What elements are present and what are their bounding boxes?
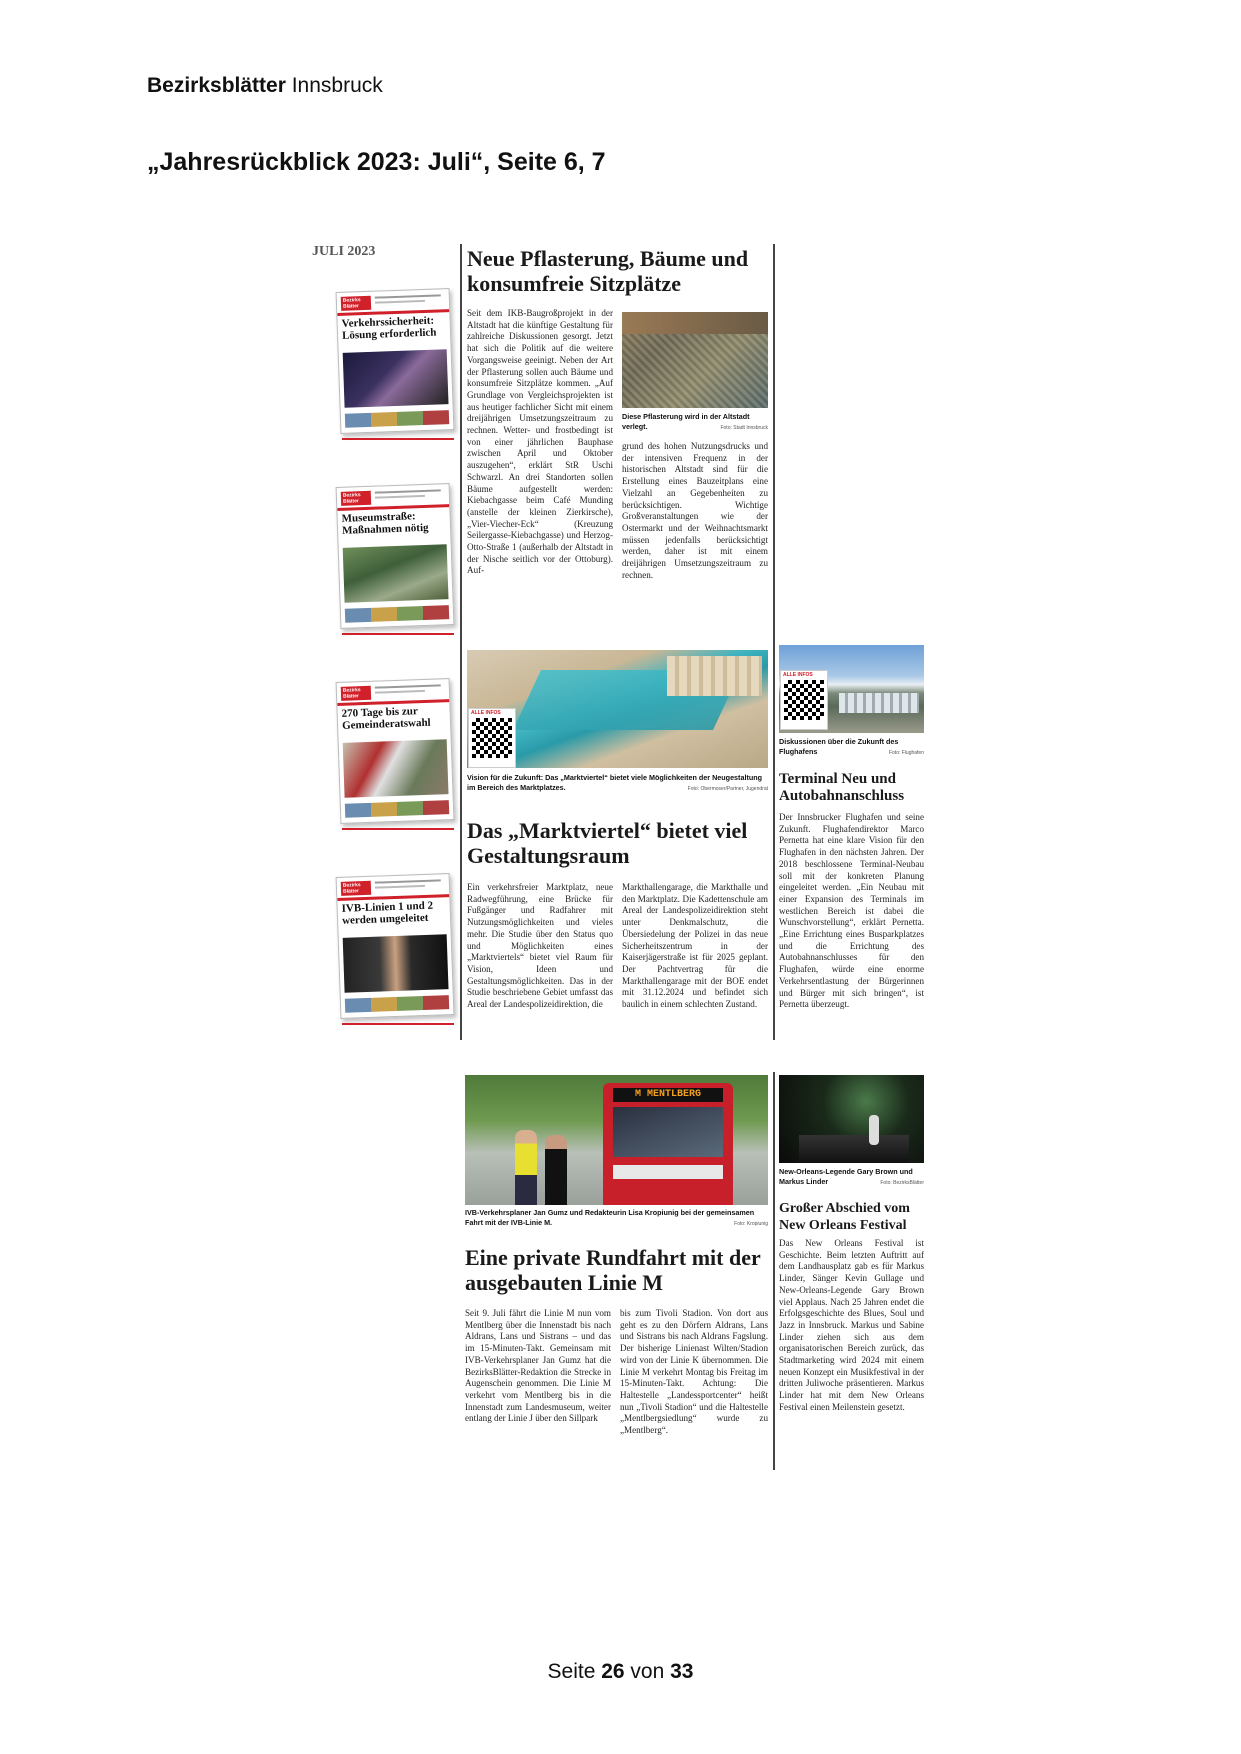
article4-text-col2: bis zum Tivoli Stadion. Von dort aus geht es zu den Dörfern Aldrans, Lans und Sistrans bis nach Aldrans Fagslung. Der bisherige Linienast Wilten/Stadion wird von der Linie K übernommen. Die Linie M verkehrt Montag bis Freitag im 15-Minuten-Takt. Achtung: Die Haltestelle „Landessportcenter“ heißt nun „Tivoli Stadion“ und die Haltestelle „Mentlbergsiedlung“ wurde zu „Mentlberg“. — [620, 1308, 768, 1436]
article1-photo — [622, 312, 768, 408]
footer-page-total: 33 — [670, 1660, 694, 1683]
article3-text: Der Innsbrucker Flughafen und seine Zukunft. Flughafendirektor Marco Pernetta hat eine klare Vision für den Flughafen in den nächsten Jahren. Der 2018 beschlossene Terminal-Neubau soll mit der konkreten Planung eingeleitet werden. „Ein Neubau mit einer Expansion des Terminals im westlichen Bereich ist dabei die Wunschvorstellung“, erklärt Pernetta. „Eine Errichtung eines Busparkplatzes und die Errichtung des Autobahnanschlusses für den Flughafen, würde eine enorme Verkehrsentlastung der Bürgerinnen und Bürger mit sich bringen“, ist Pernetta überzeugt. — [779, 812, 924, 1010]
cover-headline: 270 Tage bis zur Gemeinderatswahl — [341, 705, 431, 732]
cover-headline: Museumstraße: Maßnahmen nötig — [341, 510, 429, 537]
article5-caption-text: New-Orleans-Legende Gary Brown und Markus Linder — [779, 1167, 913, 1186]
footer-prefix: Seite — [547, 1660, 602, 1683]
article3-headline: Terminal Neu und Autobahnanschluss — [779, 771, 905, 804]
cover-photo — [343, 544, 449, 603]
newspaper-clipping — [300, 230, 950, 1480]
article4-photo — [465, 1075, 768, 1205]
article4-caption — [465, 1208, 768, 1229]
article4-headline: Eine private Rundfahrt mit der ausgebauten Linie M — [465, 1245, 761, 1295]
document-title: „Jahresrückblick 2023: Juli“, Seite 6, 7 — [147, 148, 606, 176]
article1-caption-text: Diese Pflasterung wird in der Altstadt verlegt. — [622, 412, 750, 431]
month-label: JULI 2023 — [312, 244, 376, 259]
article3-qr-label: ALLE INFOS — [783, 672, 813, 678]
publication-name — [147, 74, 383, 98]
article4-photo-credit: Foto: Kropiunig — [734, 1220, 768, 1227]
article3-caption-text: Diskussionen über die Zukunft des Flughafens — [779, 737, 899, 756]
qr-code-icon — [472, 718, 512, 758]
article3-caption — [779, 737, 924, 758]
cover-photo — [343, 934, 449, 993]
cover-logo: Bezirks Blätter — [341, 881, 371, 896]
article4-caption-text: IVB-Verkehrsplaner Jan Gumz und Redakteurin Lisa Kropiunig bei der gemeinsamen Fahrt mit der IVB-Linie M. — [465, 1208, 755, 1227]
qr-code-icon — [784, 680, 824, 720]
cover-logo: Bezirks Blätter — [341, 686, 371, 701]
page-footer — [0, 1660, 1241, 1684]
cover-headline: Verkehrssicherheit: Lösung erforderlich — [341, 314, 437, 342]
cover-thumbnail — [336, 483, 455, 629]
bus-image — [603, 1083, 733, 1205]
cover-thumbnail — [336, 678, 455, 824]
article4-text-col1: Seit 9. Juli fährt die Linie M nun vom Mentlberg über die Innenstadt bis nach Aldrans, Lans und Sistrans – und das im 15-Minuten-Takt. Gemeinsam mit IVB-Verkehrsplaner Jan Gumz hat die BezirksBlätter-Redaktion die Strecke in Augenschein genommen. Die Linie M verkehrt vom Mentlberg bis in die Innenstadt zum Landesmuseum, weiter entlang der Linie J über den Sillpark — [465, 1308, 611, 1424]
cover-logo: Bezirks Blätter — [341, 491, 371, 506]
article2-text-col1: Ein verkehrsfreier Marktplatz, neue Radwegführung, eine Brücke für Fußgänger und Radfahrer mit Nutzungsmöglichkeiten und vieles mehr. Die Studie über den Status quo und Möglichkeiten eines „Marktviertels“ bietet viel Raum für Vision, Ideen und Gestaltungsmöglichkeiten. Das in der Studie beschriebene Gebiet umfasst das Areal der Landespolizeidirektion, die — [467, 882, 613, 1010]
article1-text-col1: Seit dem IKB-Baugroßprojekt in der Altstadt hat die künftige Gestaltung für zahlreiche Diskussionen gesorgt. Jetzt hat sich die Politik auf die weitere Vorgangsweise geeinigt. Neben der Art der Pflasterung sollen auch Bäume und konsumfreie Sitzplätze kommen. „Auf Grundlage von Vergleichsprojekten ist aus heutiger fachlicher Sicht mit einem dreijährigen Umsetzungszeitraum zu rechnen. Wetter- und frostbedingt ist von einer jährlichen Bauphase zwischen April und Oktober auszugehen“, erklärt StR Uschi Schwarzl. An drei Standorten sollen Bäume aufgestellt werden: Kiebachgasse beim Café Munding (anstelle der kleinen Zierkirsche), „Vier-Viecher-Eck“ (Kreuzung Seilergasse-Kiebachgasse) und Herzog-Otto-Straße 1 (außerhalb der Altstadt in der Nische seitlich vor der Ottoburg). Auf- — [467, 308, 613, 576]
article1-caption — [622, 412, 768, 433]
cover-thumbnail — [336, 288, 455, 434]
article2-headline: Das „Marktviertel“ bietet viel Gestaltungsraum — [467, 818, 748, 868]
article5-headline: Großer Abschied vom New Orleans Festival — [779, 1201, 910, 1233]
article3-photo-credit: Foto: Flughafen — [888, 749, 924, 756]
publication-city: Innsbruck — [285, 74, 383, 97]
bus-destination-sign: M MENTLBERG — [613, 1088, 723, 1102]
publication-bold: Bezirksblätter — [147, 74, 286, 97]
cover-logo: Bezirks Blätter — [341, 296, 371, 311]
article1-text-col2: grund des hohen Nutzungsdrucks und der intensiven Frequenz in der historischen Altstadt sind für die Erstellung eines Bauzeitplans eine Vielzahl an Gegebenheiten zu berücksichtigen. Wichtige Großveranstaltungen wie der Ostermarkt und der Weihnachtsmarkt müssen jedenfalls berücksichtigt werden, daher ist mit einem dreijährigen Umsetzungszeitraum zu rechnen. — [622, 441, 768, 580]
article5-caption — [779, 1167, 924, 1188]
cover-photo — [343, 739, 449, 798]
article5-photo-credit: Foto: BezirksBlätter — [880, 1179, 924, 1186]
article2-qr-box — [468, 708, 516, 768]
cover-headline: IVB-Linien 1 und 2 werden umgeleitet — [341, 899, 434, 927]
article1-headline: Neue Pflasterung, Bäume und konsumfreie Sitzplätze — [467, 246, 749, 296]
article2-caption — [467, 773, 768, 794]
article1-photo-credit: Foto: Stadt Innsbruck — [720, 424, 768, 431]
article3-qr-box — [780, 670, 828, 730]
article2-photo-credit: Foto: Obermoser/Partner, Jugendrat — [687, 785, 768, 792]
article2-qr-label: ALLE INFOS — [471, 710, 501, 716]
article5-text: Das New Orleans Festival ist Geschichte. Beim letzten Auftritt auf dem Landhausplatz gab es für Markus Linder, Sänger Kevin Gullage und New-Orleans-Legende Gary Brown viel Applaus. Nach 25 Jahren endet die Erfolgsgeschichte des Blues, Soul und Jazz in Innsbruck. Markus und Sabine Linder ziehen sich aus dem organisatorischen Bereich zurück, das Stadtmarketing wird 2024 mit einem neuen Konzept ein Musikfestival in der dritten Juliwoche präsentieren. Markus Linder hat mit dem New Orleans Festival einen Meilenstein gesetzt. — [779, 1238, 924, 1412]
footer-page-number: 26 — [601, 1660, 625, 1683]
article5-photo — [779, 1075, 924, 1163]
article2-text-col2: Markthallengarage, die Markthalle und den Marktplatz. Die Kadettenschule am Areal der Landespolizeidirektion steht unter Denkmalschutz, die Übersiedelung der Polizei in das neue Sicherheitszentrum in der Kaiserjägerstraße ist für 2025 geplant. Der Pachtvertrag für die Markthallengarage mit der BOE endet mit 31.12.2024 und befindet sich baulich in einem schlechten Zustand. — [622, 882, 768, 1010]
cover-photo — [343, 349, 449, 408]
cover-thumbnail — [336, 873, 455, 1019]
footer-middle: von — [624, 1660, 671, 1683]
article2-caption-text: Vision für die Zukunft: Das „Marktviertel“ bietet viele Möglichkeiten der Neugestaltung im Bereich des Marktplatzes. — [467, 773, 763, 792]
